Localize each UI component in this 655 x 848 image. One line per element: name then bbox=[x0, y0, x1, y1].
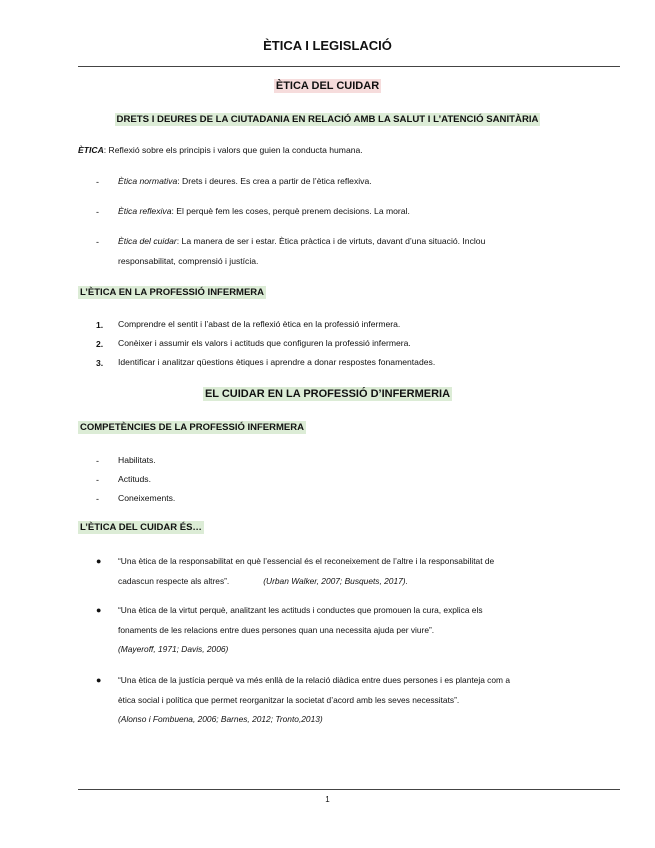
bullet-dot: ● bbox=[96, 675, 102, 685]
dash-bullet: - bbox=[96, 177, 99, 187]
dash-bullet: - bbox=[96, 237, 99, 247]
competency-item: Coneixements. bbox=[118, 493, 176, 503]
quote-virtut: “Una ètica de la virtut perquè, analitzant les actituds i conductes que promouen la cura, explica els fonaments de les relacions entre dues persones quan una necessita ajuda per viure”. (Mayeroff, 1971; Davis, 2006) bbox=[118, 605, 483, 654]
numbered-item: Conèixer i assumir els valors i actituds que configuren la professió infermera. bbox=[118, 338, 411, 348]
list-item-etica-normativa: Ètica normativa: Drets i deures. Es crea a partir de l’ètica reflexiva. bbox=[118, 176, 372, 186]
competency-item: Habilitats. bbox=[118, 455, 156, 465]
etica-term: ÈTICA bbox=[78, 145, 104, 155]
list-item-etica-reflexiva: Ètica reflexiva: El perquè fem les coses, perquè prenem decisions. La moral. bbox=[118, 206, 410, 216]
competency-item: Actituds. bbox=[118, 474, 151, 484]
quote-justicia: “Una ètica de la justícia perquè va més enllà de la relació diàdica entre dues persones i es planteja com a ètica social i política que permet reorganitzar la societat d’acord amb les seves necessitats”. (Alonso i Fombuena, 2006; Barnes, 2012; Tronto,2013) bbox=[118, 675, 510, 724]
competencies-title: COMPETÈNCIES DE LA PROFESSIÓ INFERMERA bbox=[80, 422, 304, 433]
etica-definition bbox=[78, 140, 363, 160]
section-subtitle-drets-deures: DRETS I DEURES DE LA CIUTADANIA EN RELACIÓ AMB LA SALUT I L’ATENCIÓ SANITÀRIA bbox=[116, 114, 539, 125]
section-title-etica-cuidar: ÈTICA DEL CUIDAR bbox=[275, 80, 380, 92]
footer-divider bbox=[78, 789, 620, 790]
dash-bullet: - bbox=[96, 494, 99, 504]
header-divider bbox=[78, 66, 620, 67]
cuidar-es-title: L’ÈTICA DEL CUIDAR ÉS… bbox=[80, 522, 202, 533]
section-title-etica-professio: L’ÈTICA EN LA PROFESSIÓ INFERMERA bbox=[80, 287, 265, 298]
section-title-cuidar-professio: EL CUIDAR EN LA PROFESSIÓ D’INFERMERIA bbox=[204, 388, 451, 400]
page-number: 1 bbox=[325, 795, 330, 804]
list-number: 3. bbox=[96, 358, 104, 368]
dash-bullet: - bbox=[96, 456, 99, 466]
dash-bullet: - bbox=[96, 207, 99, 217]
page-header-title: ÈTICA I LEGISLACIÓ bbox=[263, 38, 392, 53]
quote-responsabilitat: “Una ètica de la responsabilitat en què l’essencial és el reconeixement de l’altre i la responsabilitat de cadascun respecte als altres”. (Urban Walker, 2007; Busquets, 2017). bbox=[118, 556, 495, 586]
bullet-dot: ● bbox=[96, 605, 102, 615]
etica-def: : Reflexió sobre els principis i valors que guien la conducta humana. bbox=[103, 145, 363, 155]
bullet-dot: ● bbox=[96, 556, 102, 566]
numbered-item: Identificar i analitzar qüestions ètiques i aprendre a donar respostes fonamentades. bbox=[118, 357, 436, 367]
dash-bullet: - bbox=[96, 475, 99, 485]
list-item-etica-cuidar-cont: responsabilitat, comprensió i justícia. bbox=[118, 256, 259, 266]
list-number: 2. bbox=[96, 339, 104, 349]
numbered-item: Comprendre el sentit i l’abast de la reflexió ètica en la professió infermera. bbox=[118, 319, 401, 329]
list-number: 1. bbox=[96, 320, 104, 330]
list-item-etica-cuidar: Ètica del cuidar: La manera de ser i estar. Ètica pràctica i de virtuts, davant d’una situació. Inclou bbox=[118, 236, 486, 246]
